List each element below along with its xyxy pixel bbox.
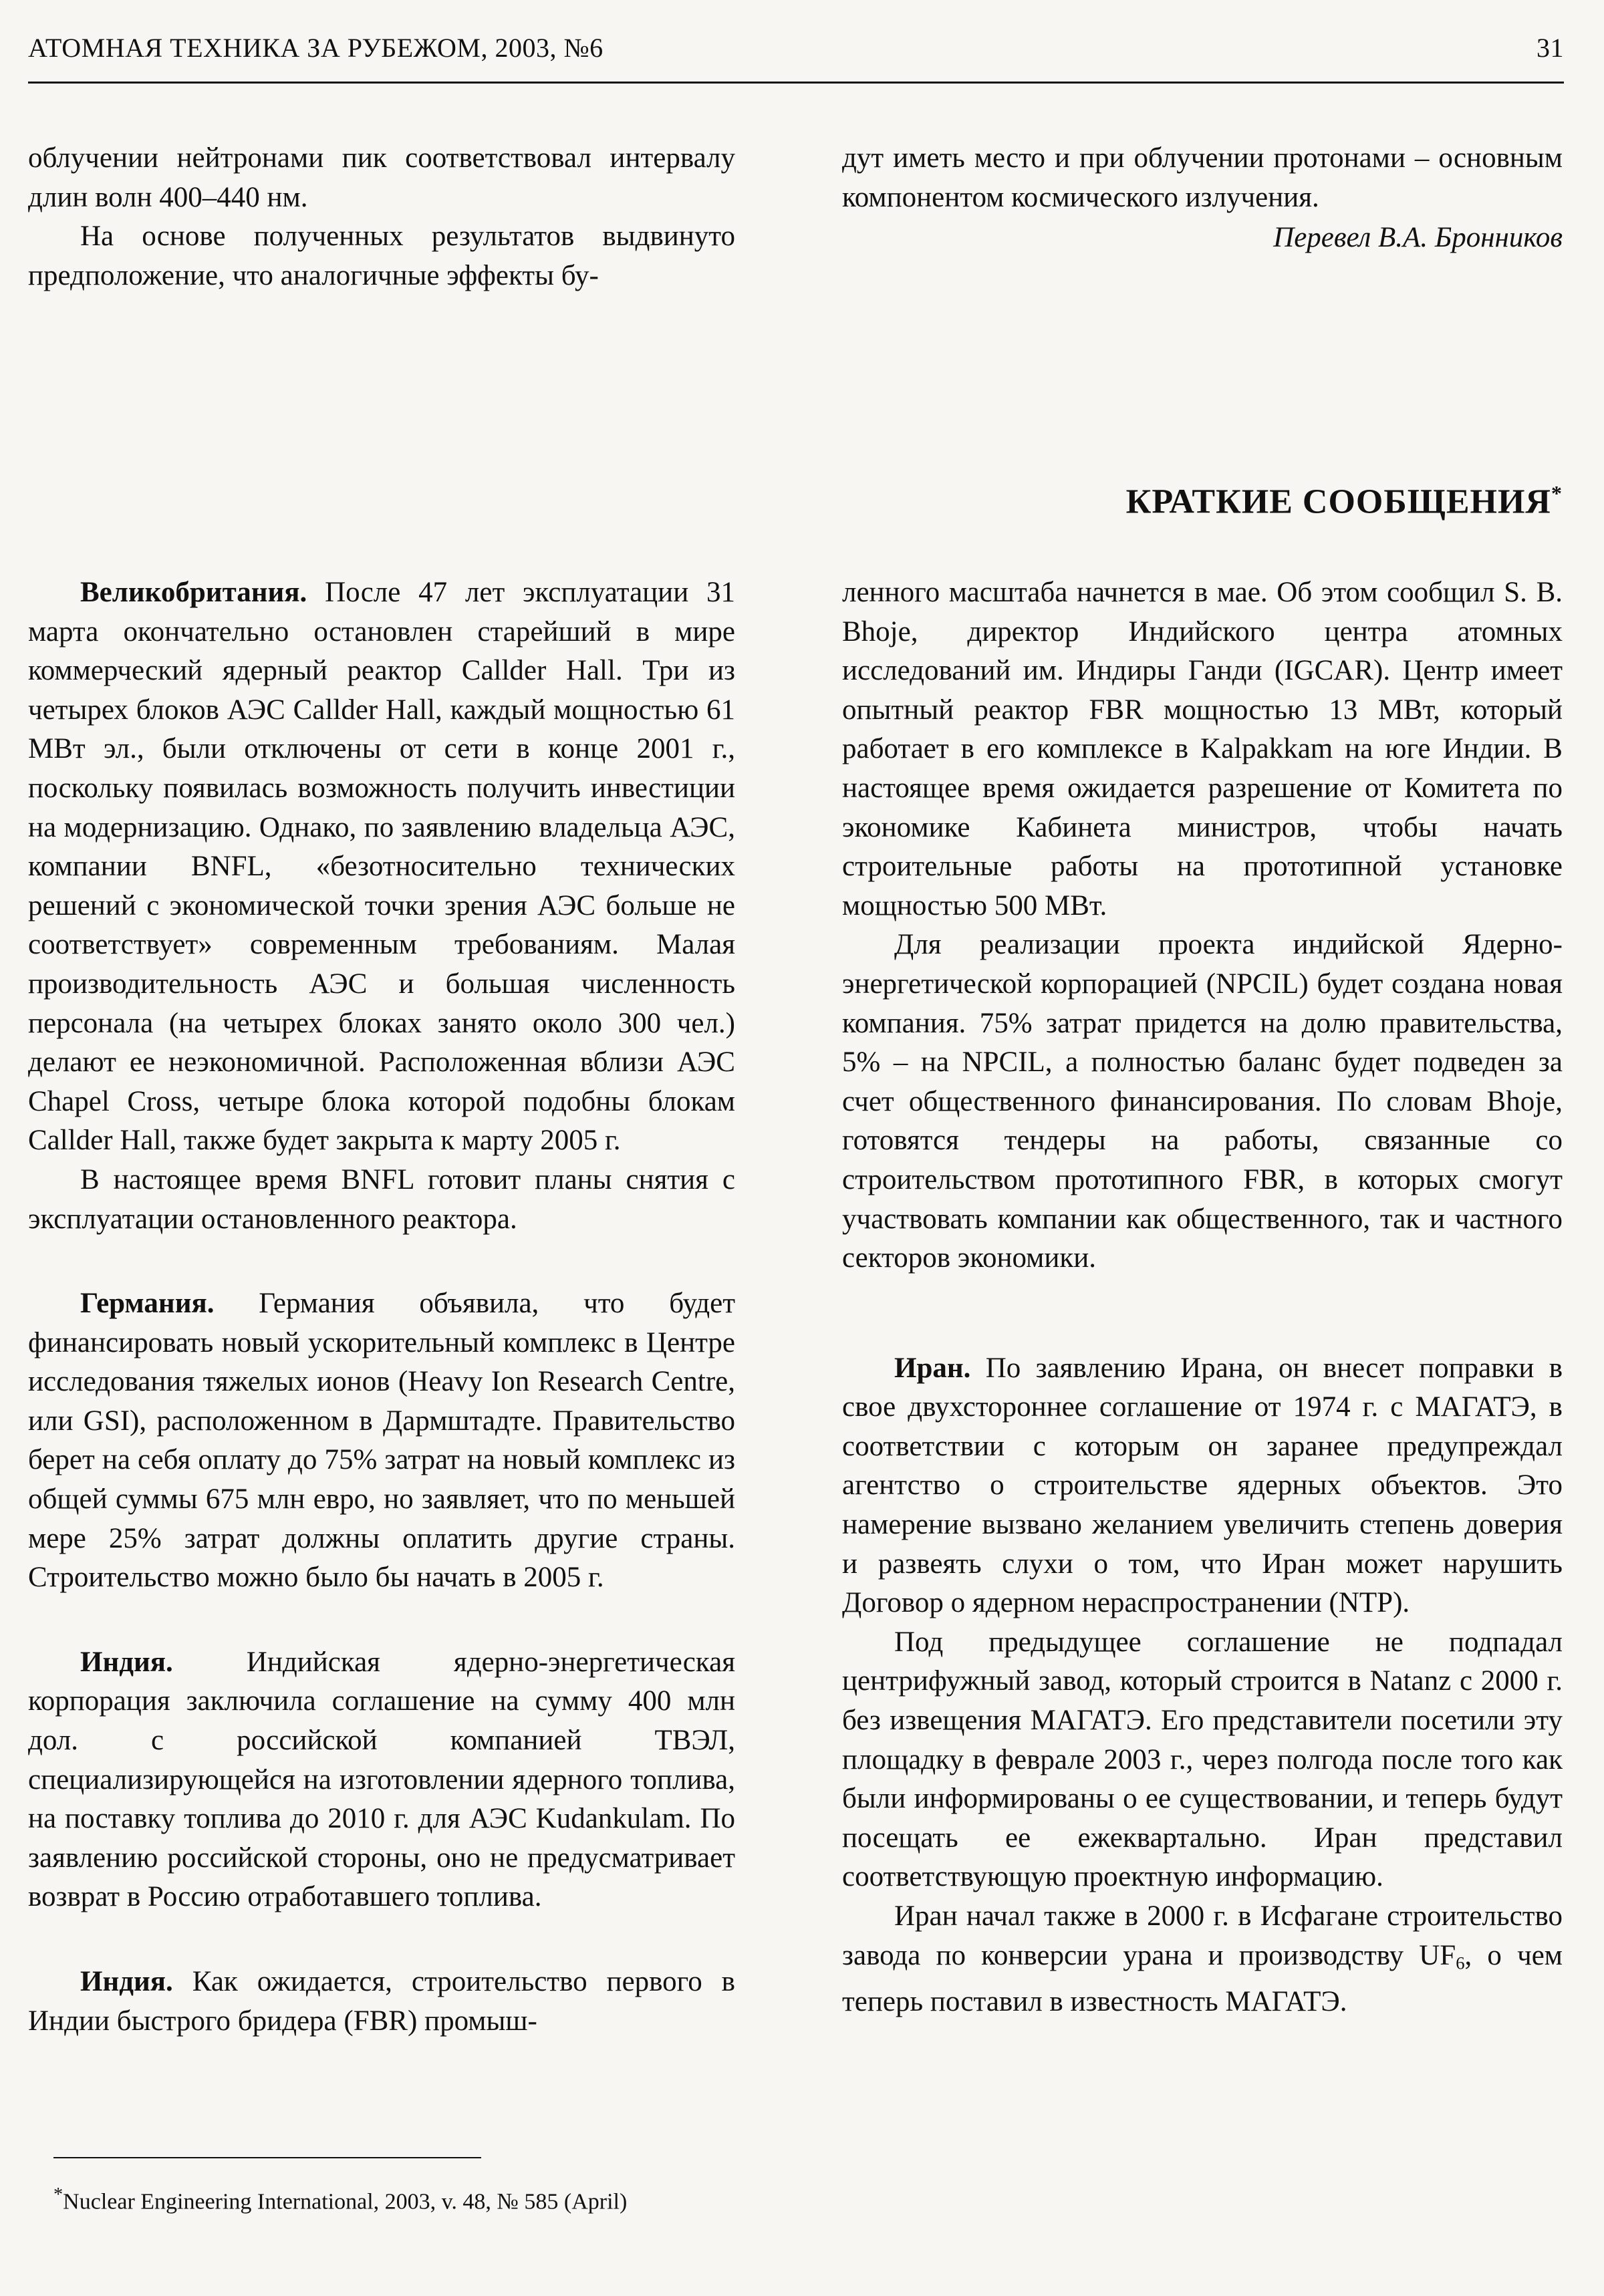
section-title-text: КРАТКИЕ СООБЩЕНИЯ bbox=[1125, 482, 1551, 521]
journal-title: АТОМНАЯ ТЕХНИКА ЗА РУБЕЖОМ, 2003, №6 bbox=[28, 33, 604, 63]
footnote-rule bbox=[53, 2157, 481, 2158]
news-india-2-lead: Индия. bbox=[80, 1966, 173, 1997]
section-footnote-mark: * bbox=[1551, 481, 1563, 505]
footnote-mark: * bbox=[53, 2184, 63, 2205]
section-title bbox=[1126, 481, 1563, 521]
page-header bbox=[28, 28, 1564, 68]
news-india-2: Индия. Как ожидается, строительство первого в Индии быстрого бридера (FBR) промыш- bbox=[28, 1966, 735, 2037]
news-iran: Иран. По заявлению Ирана, он внесет поправки в свое двухстороннее соглашение от 1974 г. с МАГАТЭ, в соответствии с которым он заранее предупреждал агентство о строительстве ядерных объектов. Это намерение вызвано желанием увеличить степень доверия и развеять слухи о том, что Иран может нарушить Договор о ядерном нераспространении (NTP). bbox=[842, 1352, 1563, 1619]
footnote bbox=[53, 2180, 627, 2216]
news-germany-lead: Германия. bbox=[80, 1288, 215, 1320]
news-india-2-p2: Для реализации проекта индийской Ядерно-энергетической корпорацией (NPCIL) будет создана новая компания. 75% затрат придется на долю правительства, 5% – на NPCIL, а полностью баланс будет подведен за счет общественного финансирования. По словам Bhoje, готовятся тендеры на работы, связанные со строительством прототипного FBR, в которых смогут участвовать компании как общественного, так и частного секторов экономики. bbox=[842, 929, 1563, 1274]
top-left-column bbox=[28, 139, 735, 295]
translator-credit: Перевел В.А. Бронников bbox=[1273, 222, 1563, 254]
top-right-column bbox=[842, 139, 1563, 258]
news-iran-p2: Под предыдущее соглашение не подпадал центрифужный завод, который строится в Natanz с 2000 г. без извещения МАГАТЭ. Его представители посетили эту площадку в феврале 2003 г., через полгода после того как были информированы о ее существовании, и теперь будут посещать ее ежеквартально. Иран представил соответствующую проектную информацию. bbox=[842, 1626, 1563, 1893]
page-number: 31 bbox=[1536, 33, 1564, 63]
news-india-2-cont: ленного масштаба начнется в мае. Об этом сообщил S. B. Bhoje, директор Индийского центра атомных исследований им. Индиры Ганди (IGCAR). Центр имеет опытный реактор FBR мощностью 13 МВт, который работает в его комплексе в Kalpakkam на юге Индии. В настоящее время ожидается разрешение от Комитета по экономике Кабинета министров, чтобы начать строительные работы на прототипной установке мощностью 500 МВт. bbox=[842, 577, 1563, 921]
news-uk-lead: Великобритания. bbox=[80, 577, 307, 608]
news-left-column bbox=[28, 573, 735, 2041]
news-germany: Германия. Германия объявила, что будет финансировать новый ускорительный комплекс в Центре исследования тяжелых ионов (Heavy Ion Research Centre, или GSI), расположенном в Дармштадте. Правительство берет на себя оплату до 75% затрат на новый комплекс из общей суммы 675 млн евро, но заявляет, что по меньшей мере 25% затрат должны оплатить другие страны. Строительство можно было бы начать в 2005 г. bbox=[28, 1288, 735, 1594]
footnote-text: Nuclear Engineering International, 2003, v. 48, № 585 (April) bbox=[63, 2189, 628, 2214]
news-iran-lead: Иран. bbox=[894, 1352, 971, 1384]
continued-paragraph-right: дут иметь место и при облучении протонами – основным компонентом космического излучения. bbox=[842, 142, 1563, 213]
conclusion-paragraph: На основе полученных результатов выдвинуто предположение, что аналогичные эффекты бу- bbox=[28, 221, 735, 291]
news-india-1-lead: Индия. bbox=[80, 1646, 173, 1678]
news-right-column bbox=[842, 573, 1563, 2021]
news-iran-p3: Иран начал также в 2000 г. в Исфагане строительство завода по конверсии урана и производству $UF_6$, о чем теперь поставил в известность МАГАТЭ. bbox=[842, 1900, 1563, 2017]
news-uk: Великобритания. После 47 лет эксплуатации 31 марта окончательно остановлен старейший в мире коммерческий ядерный реактор Callder Hall. Три из четырех блоков АЭС Callder Hall, каждый мощностью 61 МВт эл., были отключены от сети в конце 2001 г., поскольку появилась возможность получить инвестиции на модернизацию. Однако, по заявлению владельца АЭС, компании BNFL, «безотносительно технических решений с экономической точки зрения АЭС больше не соответствует» современным требованиям. Малая производительность АЭС и большая численность персонала (на четырех блоках занято около 300 чел.) делают ее неэкономичной. Расположенная вблизи АЭС Chapel Cross, четыре блока которой подобны блокам Callder Hall, также будет закрыта к марту 2005 г. bbox=[28, 577, 735, 1157]
header-rule bbox=[28, 82, 1564, 84]
news-india-1: Индия. Индийская ядерно-энергетическая корпорация заключила соглашение на сумму 400 млн дол. с российской компанией ТВЭЛ, специализирующейся на изготовлении ядерного топлива, на поставку топлива до 2010 г. для АЭС Kudankulam. По заявлению российской стороны, оно не предусматривает возврат в Россию отработавшего топлива. bbox=[28, 1646, 735, 1913]
continued-paragraph: облучении нейтронами пик соответствовал интервалу длин волн 400–440 нм. bbox=[28, 142, 735, 213]
news-uk-p2: В настоящее время BNFL готовит планы снятия с эксплуатации остановленного реактора. bbox=[28, 1163, 735, 1235]
